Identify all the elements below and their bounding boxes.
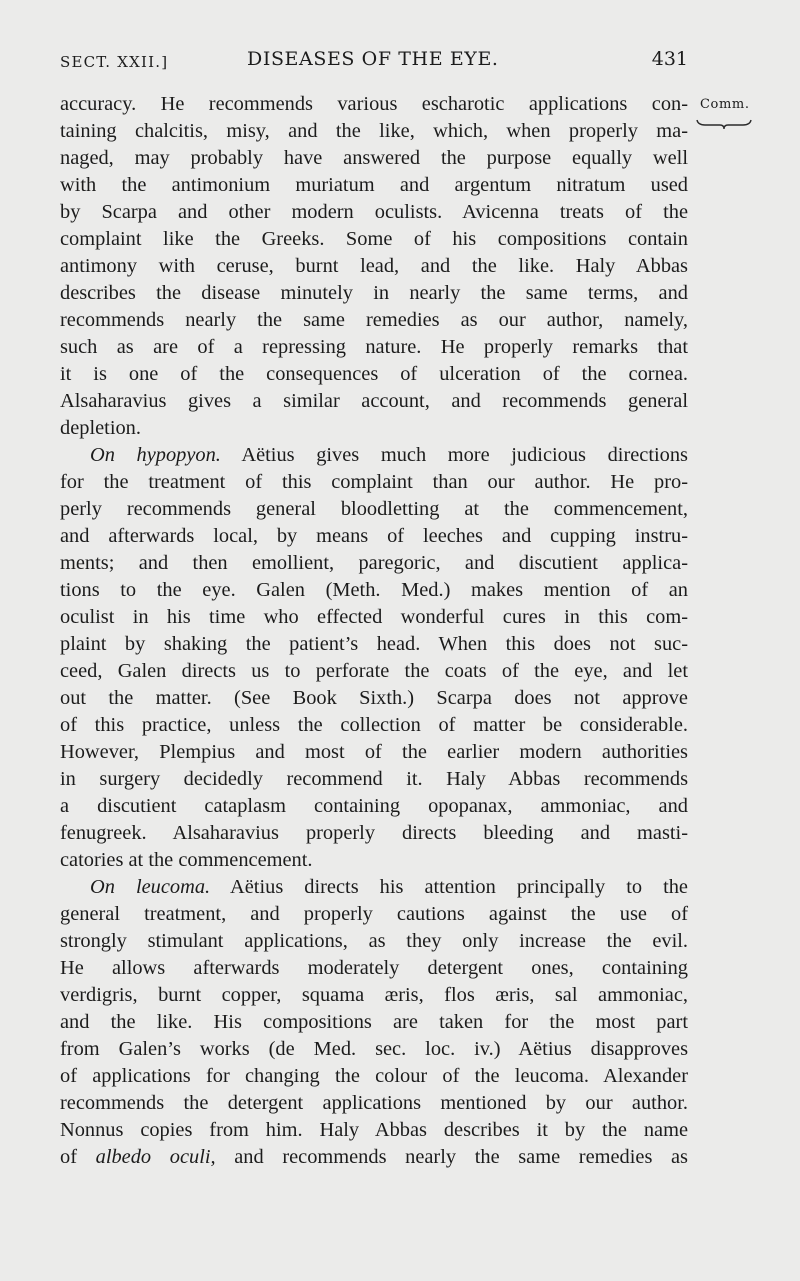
text-line [60, 415, 688, 442]
italic-run: On hypopyon. [90, 444, 221, 466]
text-line [60, 766, 688, 793]
text-line [60, 631, 688, 658]
text-run: recommends the detergent applications mentioned by our author. [60, 1092, 688, 1114]
text-line [60, 685, 688, 712]
text-line [60, 469, 688, 496]
text-line [60, 820, 688, 847]
text-line [60, 1117, 688, 1144]
text-line [60, 955, 688, 982]
running-header [60, 47, 688, 75]
text-run: taining chalcitis, misy, and the like, which, when properly ma- [60, 120, 688, 142]
text-run: describes the disease minutely in nearly the same terms, and [60, 282, 688, 304]
body-text [60, 91, 688, 1171]
text-run: of applications for changing the colour of the leucoma. Alexander [60, 1065, 688, 1087]
text-run: plaint by shaking the patient’s head. When this does not suc- [60, 633, 688, 655]
text-line [60, 523, 688, 550]
text-line [60, 172, 688, 199]
text-line [60, 118, 688, 145]
text-run: He allows afterwards moderately detergent ones, containing [60, 957, 688, 979]
text-line [60, 253, 688, 280]
text-line [60, 739, 688, 766]
text-run: However, Plempius and most of the earlier modern authorities [60, 741, 688, 763]
text-line [60, 658, 688, 685]
text-line [60, 874, 688, 901]
text-run: by Scarpa and other modern oculists. Avicenna treats of the [60, 201, 688, 223]
text-line [60, 712, 688, 739]
text-run: a discutient cataplasm containing opopanax, ammoniac, and [60, 795, 688, 817]
page-number: 431 [651, 48, 688, 70]
text-run: fenugreek. Alsaharavius properly directs bleeding and masti- [60, 822, 688, 844]
text-line [60, 1090, 688, 1117]
section-reference: SECT. XXII.] [60, 53, 169, 71]
text-run: Aëtius gives much more judicious directions [220, 444, 688, 466]
text-line [60, 388, 688, 415]
text-run: accuracy. He recommends various escharotic applications con- [60, 93, 688, 115]
text-line [60, 1036, 688, 1063]
text-run: perly recommends general bloodletting at the commencement, [60, 498, 688, 520]
text-run: complaint like the Greeks. Some of his compositions contain [60, 228, 688, 250]
text-line [60, 604, 688, 631]
text-run: with the antimonium muriatum and argentum nitratum used [60, 174, 688, 196]
text-line [60, 901, 688, 928]
text-run: Nonnus copies from him. Haly Abbas describes it by the name [60, 1119, 688, 1141]
text-line [60, 307, 688, 334]
text-run: recommends nearly the same remedies as our author, namely, [60, 309, 688, 331]
text-run: verdigris, burnt copper, squama æris, flos æris, sal ammoniac, [60, 984, 688, 1006]
text-line [60, 982, 688, 1009]
text-run: ments; and then emollient, paregoric, and discutient applica- [60, 552, 688, 574]
text-line [60, 91, 688, 118]
text-run: oculist in his time who effected wonderful cures in this com- [60, 606, 688, 628]
italic-run: albedo oculi, [95, 1146, 216, 1168]
italic-run: On leucoma. [90, 876, 211, 898]
text-run: strongly stimulant applications, as they only increase the evil. [60, 930, 688, 952]
text-line [60, 847, 688, 874]
text-run: of [60, 1146, 96, 1168]
text-run: depletion. [60, 417, 141, 439]
text-line [60, 361, 688, 388]
text-run: Alsaharavius gives a similar account, and recommends general [60, 390, 688, 412]
text-run: general treatment, and properly cautions against the use of [60, 903, 688, 925]
running-title: DISEASES OF THE EYE. [247, 48, 499, 70]
text-line [60, 793, 688, 820]
text-line [60, 280, 688, 307]
text-line [60, 1144, 688, 1171]
text-run: it is one of the consequences of ulceration of the cornea. [60, 363, 688, 385]
text-run: and afterwards local, by means of leeches and cupping instru- [60, 525, 688, 547]
text-line [60, 226, 688, 253]
text-line [60, 496, 688, 523]
text-run: out the matter. (See Book Sixth.) Scarpa does not approve [60, 687, 688, 709]
text-line [60, 550, 688, 577]
text-line [60, 1063, 688, 1090]
text-run: for the treatment of this complaint than our author. He pro- [60, 471, 688, 493]
margin-note [700, 97, 750, 112]
text-run: antimony with ceruse, burnt lead, and the like. Haly Abbas [60, 255, 688, 277]
text-run: catories at the commencement. [60, 849, 313, 871]
text-run: in surgery decidedly recommend it. Haly Abbas recommends [60, 768, 688, 790]
text-run: and recommends nearly the same remedies as [215, 1146, 688, 1168]
text-line [60, 577, 688, 604]
text-run: of this practice, unless the collection of matter be considerable. [60, 714, 688, 736]
text-run: such as are of a repressing nature. He properly remarks that [60, 336, 688, 358]
text-line [60, 442, 688, 469]
text-run: naged, may probably have answered the purpose equally well [60, 147, 688, 169]
text-line [60, 334, 688, 361]
text-line [60, 145, 688, 172]
text-line [60, 1009, 688, 1036]
text-run: from Galen’s works (de Med. sec. loc. iv.) Aëtius disapproves [60, 1038, 688, 1060]
text-run: and the like. His compositions are taken for the most part [60, 1011, 688, 1033]
margin-note-label: Comm. [700, 97, 750, 112]
text-run: ceed, Galen directs us to perforate the coats of the eye, and let [60, 660, 688, 682]
text-line [60, 199, 688, 226]
margin-brace-icon [696, 117, 752, 131]
text-run: tions to the eye. Galen (Meth. Med.) makes mention of an [60, 579, 688, 601]
text-line [60, 928, 688, 955]
text-run: Aëtius directs his attention principally to the [210, 876, 688, 898]
